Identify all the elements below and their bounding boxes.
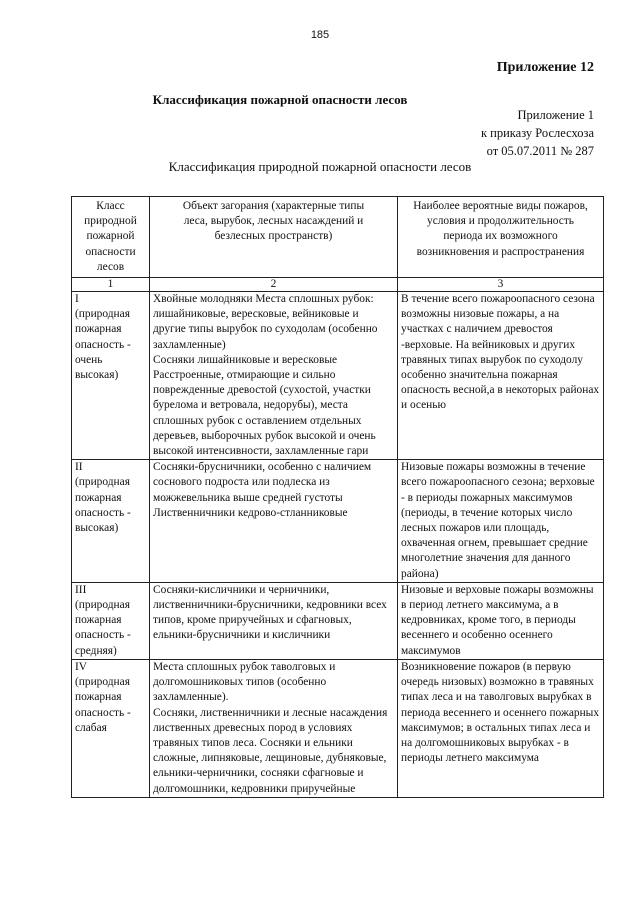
object-paragraph: Сосняки, лиственничники и лесные насаждения лиственных древесных пород в условиях травяных типов леса. Сосняки и ельники сложные, липняковые, лещиновые, дубняковые, ельники-черничники, сосняки сфагновые и долгомошники, кедровники приручейные — [153, 706, 388, 795]
reference-line-3: от 05.07.2011 № 287 — [486, 144, 594, 158]
class-numeral: II — [75, 461, 83, 474]
column-number: 1 — [72, 278, 150, 292]
object-cell — [150, 582, 398, 659]
class-cell — [72, 460, 150, 583]
fires-cell: Низовые и верховые пожары возможны в период летнего максимума, а в кедровниках, кроме того, в периоды весеннего и особенно осеннего максимумов — [398, 582, 604, 659]
object-cell — [150, 292, 398, 460]
object-paragraph: Сосняки-брусничники, особенно с наличием соснового подроста или подлеска из можжевельника выше средней густоты — [153, 461, 372, 504]
order-reference — [481, 106, 594, 160]
reference-line-2: к приказу Рослесхоза — [480, 126, 594, 140]
class-numeral: III — [75, 583, 87, 596]
header-object: Объект загорания (характерные типы леса, вырубок, лесных насаждений и безлесных пространств) — [150, 197, 398, 278]
fires-cell: Возникновение пожаров (в первую очередь низовых) возможно в травяных типах леса и на таволговых вырубках в периода весеннего и осеннего пожарных максимумов; в остальных типах леса и на долгомошниковых вырубках - в периоды летнего максимума — [398, 659, 604, 797]
document-title: Классификация пожарной опасности лесов — [152, 92, 408, 107]
object-paragraph: Лиственничники кедрово-стланниковые — [153, 506, 348, 519]
class-numeral: IV — [75, 660, 88, 673]
reference-line-1: Приложение 1 — [517, 108, 594, 122]
object-paragraph: Сосняки-кисличники и черничники, лиственничники-брусничники, кедровники всех типов, кроме приручейных и сфагновых, ельники-брусничники и кисличники — [153, 583, 387, 642]
table-title: Классификация природной пожарной опасности лесов — [168, 159, 472, 174]
class-description: (природная пожарная опасность - высокая) — [75, 476, 131, 535]
class-cell — [72, 582, 150, 659]
object-paragraph: Хвойные молодняки Места сплошных рубок: лишайниковые, вересковые, вейниковые и другие типы вырубок по суходолам (особенно захламленные) — [153, 293, 378, 351]
table-row — [72, 460, 604, 583]
class-numeral: I — [75, 293, 79, 306]
table-row — [72, 292, 604, 460]
object-cell — [150, 460, 398, 583]
fire-hazard-table — [71, 196, 604, 798]
column-number: 3 — [398, 278, 604, 292]
table-header-row — [72, 197, 604, 278]
class-cell — [72, 292, 150, 460]
appendix-label: Приложение 12 — [496, 60, 594, 75]
header-fires: Наиболее вероятные виды пожаров, условия и продолжительность периода их возможного возникновения и распространения — [398, 197, 604, 278]
object-cell — [150, 659, 398, 797]
class-description: (природная пожарная опасность - средняя) — [75, 599, 131, 657]
object-paragraph: Места сплошных рубок таволговых и долгомошниковых типов (особенно захламленные). — [153, 660, 336, 704]
fires-cell: В течение всего пожароопасного сезона возможны низовые пожары, а на участках с наличием древостоя -верховые. На вейниковых и других травяных типах вырубок по суходолу особенно значительна пожарная опасность весной,а в некоторых районах и осенью — [398, 292, 604, 460]
object-paragraph: Сосняки лишайниковые и вересковые Расстроенные, отмирающие и сильно поврежденные древостой (сухостой, участки бурелома и ветровала, недорубы), места сплошных рубок с оставлением отдельных деревьев, выборочных рубок высокой и очень высокой интенсивности, захламленные гари — [153, 353, 376, 458]
header-class: Класс природной пожарной опасности лесов — [72, 197, 150, 278]
page-number: 185 — [310, 29, 330, 41]
class-description: (природная пожарная опасность - слабая — [75, 676, 131, 734]
table-row — [72, 659, 604, 797]
fires-cell: Низовые пожары возможны в течение всего пожароопасного сезона; верховые - в периоды пожарных максимумов (периоды, в течение которых число лесных пожаров или площадь, охваченная огнем, превышает средние многолетние значения для данного района) — [398, 460, 604, 583]
class-description: (природная пожарная опасность - очень высокая) — [75, 308, 131, 382]
table-row — [72, 582, 604, 659]
class-cell — [72, 659, 150, 797]
column-number: 2 — [150, 278, 398, 292]
column-number-row — [72, 278, 604, 292]
